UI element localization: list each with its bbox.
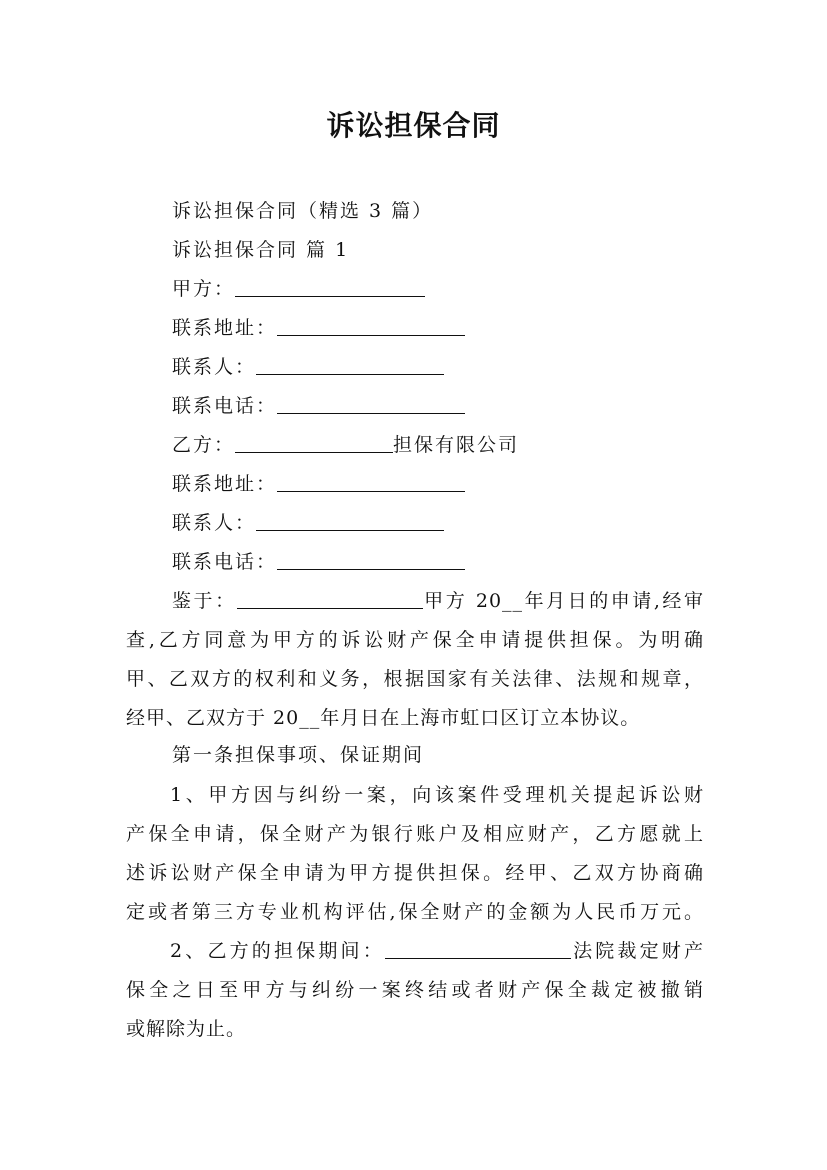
clause-row: 1、甲方因与纠纷一案，向该案件受理机关提起诉讼财 — [170, 784, 704, 806]
party-a-blank[interactable] — [235, 278, 425, 297]
b-contact-blank[interactable] — [256, 512, 444, 531]
clause-2-paragraph — [126, 932, 704, 1049]
recital-row: 查,乙方同意为甲方的诉讼财产保全申请提供担保。为明确 — [126, 629, 704, 651]
chapter-heading: 诉讼担保合同 篇 1 — [172, 239, 350, 261]
party-b-suffix: 担保有限公司 — [393, 434, 520, 456]
a-address-blank[interactable] — [277, 317, 465, 336]
applicant-blank[interactable] — [237, 590, 423, 609]
clause-row: 定或者第三方专业机构评估,保全财产的金额为人民币万元。 — [126, 901, 704, 923]
a-phone-line — [172, 395, 465, 417]
a-phone-blank[interactable] — [277, 395, 465, 414]
b-phone-blank[interactable] — [277, 551, 465, 570]
a-contact-label: 联系人： — [172, 356, 257, 378]
clause-row: 保全之日至甲方与纠纷一案终结或者财产保全裁定被撤销 — [126, 979, 704, 1001]
party-b-line — [172, 434, 519, 456]
a-address-label: 联系地址： — [172, 317, 278, 339]
a-phone-label: 联系电话： — [172, 395, 278, 417]
b-phone-label: 联系电话： — [172, 551, 278, 573]
a-address-line — [172, 317, 465, 339]
b-address-line — [172, 473, 465, 495]
clause-row: 产保全申请，保全财产为银行账户及相应财产，乙方愿就上 — [126, 823, 704, 845]
party-b-blank[interactable] — [235, 434, 393, 453]
a-contact-line — [172, 356, 444, 378]
recital-row: 甲、乙双方的权利和义务，根据国家有关法律、法规和规章， — [126, 668, 704, 690]
recital-paragraph — [126, 582, 704, 738]
b-address-blank[interactable] — [277, 473, 465, 492]
clause-1-paragraph — [126, 776, 704, 932]
b-contact-label: 联系人： — [172, 512, 257, 534]
section-heading: 第一条担保事项、保证期间 — [172, 744, 425, 766]
b-contact-line — [172, 512, 444, 534]
clause-row: 或解除为止。 — [126, 1018, 247, 1040]
party-a-label: 甲方： — [172, 278, 236, 300]
recital-row: 鉴于： 甲方 20__年月日的申请,经审 — [172, 590, 704, 612]
party-a-line — [172, 278, 425, 300]
clause-row: 述诉讼财产保全申请为甲方提供担保。经甲、乙双方协商确 — [126, 862, 704, 884]
guarantee-period-blank[interactable] — [385, 940, 571, 959]
a-contact-blank[interactable] — [256, 356, 444, 375]
party-b-label: 乙方： — [172, 434, 236, 456]
subtitle: 诉讼担保合同（精选 3 篇） — [172, 200, 434, 222]
recital-row: 经甲、乙双方于 20__年月日在上海市虹口区订立本协议。 — [126, 707, 641, 729]
b-phone-line — [172, 551, 465, 573]
document-title: 诉讼担保合同 — [326, 109, 501, 142]
b-address-label: 联系地址： — [172, 473, 278, 495]
clause-row: 2、乙方的担保期间： 法院裁定财产 — [170, 940, 704, 962]
